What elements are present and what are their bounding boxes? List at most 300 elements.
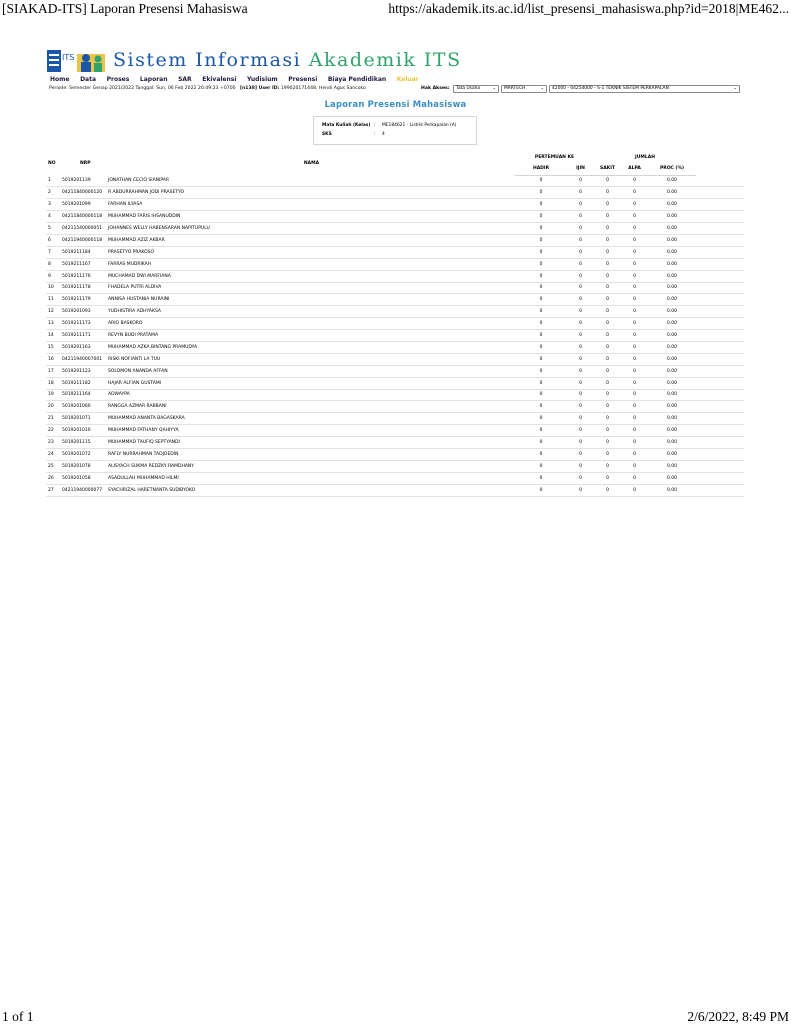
cell-hadir: 0: [539, 321, 543, 327]
table-row: [46, 425, 744, 437]
nav-data[interactable]: Data: [80, 76, 97, 83]
cell-no: 7: [48, 249, 51, 255]
table-row: [46, 199, 744, 211]
table-row: [46, 484, 744, 496]
table-row: [46, 211, 744, 223]
cell-nrp: 5019201078: [62, 463, 91, 469]
cell-proc: 0.00: [666, 440, 678, 446]
cell-hadir: 0: [539, 249, 543, 255]
cell-ijin: 0: [579, 202, 582, 208]
cell-nama: FARRAS MUDRIKAH: [108, 261, 152, 267]
cell-ijin: 0: [579, 475, 582, 481]
cell-no: 10: [48, 285, 54, 291]
cell-sakit: 0: [606, 475, 609, 481]
table-row: [46, 437, 744, 449]
nav-proses[interactable]: Proses: [106, 76, 130, 83]
cell-nama: SOLOMON ANANDA AFFAN: [108, 368, 168, 374]
cell-sakit: 0: [606, 261, 609, 267]
cell-alpa: 0: [633, 321, 636, 327]
cell-alpa: 0: [633, 344, 636, 350]
cell-no: 25: [48, 463, 54, 469]
cell-alpa: 0: [633, 202, 636, 208]
cell-proc: 0.00: [666, 463, 678, 469]
cell-no: 8: [48, 261, 51, 267]
table-row: [46, 318, 744, 330]
cell-hadir: 0: [539, 451, 543, 457]
table-row: [46, 341, 744, 353]
attendance-table: [46, 151, 744, 497]
cell-nrp: 5019201010: [62, 428, 91, 434]
cell-sakit: 0: [606, 333, 609, 339]
cell-hadir: 0: [539, 487, 543, 493]
col-hadir: HADIR: [515, 163, 567, 175]
cell-alpa: 0: [633, 416, 636, 422]
cell-alpa: 0: [633, 392, 636, 398]
site-title-part1: Sistem Informasi: [113, 49, 302, 71]
cell-no: 3: [48, 202, 51, 208]
course-row: [322, 123, 457, 128]
its-logo-icon: [47, 46, 109, 74]
tanggal-value: Sun, 06 Feb 2022 20:49:23 +0700: [156, 86, 236, 91]
cell-ijin: 0: [579, 344, 582, 350]
cell-nrp: 5019201163: [62, 344, 91, 350]
session-status: [49, 86, 366, 91]
table-row: [46, 460, 744, 472]
cell-nama: MUHAMMAD AZKA BINTANG PRAMUDYA: [108, 344, 198, 350]
cell-proc: 0.00: [666, 261, 678, 267]
cell-nrp: 5019201093: [62, 309, 91, 315]
cell-hadir: 0: [539, 202, 543, 208]
table-body: [46, 175, 744, 496]
cell-alpa: 0: [633, 440, 636, 446]
cell-sakit: 0: [606, 356, 609, 362]
cell-hadir: 0: [539, 344, 543, 350]
cell-proc: 0.00: [666, 416, 678, 422]
cell-nrp: 5019211182: [62, 380, 91, 386]
cell-nrp: 5019211178: [62, 285, 91, 291]
cell-nrp: 04211540000051: [62, 226, 103, 231]
cell-sakit: 0: [606, 285, 609, 291]
cell-no: 11: [48, 297, 54, 303]
cell-alpa: 0: [633, 190, 636, 196]
cell-nama: FARHAN ILYASA: [108, 202, 143, 208]
cell-nrp: 5019211164: [62, 392, 91, 398]
cell-hadir: 0: [539, 237, 543, 243]
print-page-count: 1 of 1: [2, 1009, 34, 1024]
cell-proc: 0.00: [666, 190, 678, 196]
table-row: [46, 294, 744, 306]
site-title-part2: Akademik ITS: [308, 49, 462, 71]
cell-nrp: 04211940000118: [62, 237, 103, 243]
cell-nama: MUHAMMAD FATHANY QAHIYYA: [108, 428, 179, 434]
periode-value: Semester Genap 2021/2022: [69, 86, 135, 91]
cell-proc: 0.00: [666, 333, 678, 339]
cell-nama: HAJAR ALFIAN GUSTAMI: [108, 380, 162, 386]
nav-yudisium[interactable]: Yudisium: [247, 76, 278, 83]
cell-proc: 0.00: [666, 451, 678, 457]
cell-no: 19: [48, 392, 54, 398]
cell-sakit: 0: [606, 487, 609, 493]
cell-proc: 0.00: [666, 297, 678, 303]
cell-no: 9: [48, 273, 51, 279]
cell-no: 6: [48, 237, 51, 243]
col-no: NO: [48, 160, 56, 166]
cell-alpa: 0: [633, 404, 636, 410]
cell-no: 26: [48, 475, 54, 481]
cell-alpa: 0: [633, 273, 636, 279]
cell-alpa: 0: [633, 487, 636, 493]
cell-alpa: 0: [633, 226, 636, 231]
cell-sakit: 0: [606, 226, 609, 231]
cell-ijin: 0: [579, 368, 582, 374]
nav-presensi[interactable]: Presensi: [288, 76, 318, 83]
cell-alpa: 0: [633, 463, 636, 469]
cell-proc: 0.00: [666, 475, 678, 481]
prodi-select[interactable]: [549, 85, 740, 93]
cell-no: 16: [48, 356, 54, 362]
cell-hadir: 0: [539, 297, 543, 303]
col-proc: PROC (%): [648, 163, 696, 175]
cell-hadir: 0: [539, 404, 543, 410]
cell-hadir: 0: [539, 392, 543, 398]
mk-value: ME184621 - Listrik Perkapalan (A): [382, 123, 457, 128]
cell-alpa: 0: [633, 178, 636, 184]
cell-hadir: 0: [539, 273, 543, 279]
cell-hadir: 0: [539, 285, 543, 291]
cell-sakit: 0: [606, 237, 609, 243]
cell-ijin: 0: [579, 463, 582, 469]
cell-nama: FHADELA PUTRI ALDIVA: [108, 285, 162, 291]
cell-ijin: 0: [579, 226, 582, 231]
cell-nrp: 04211940007001: [62, 356, 103, 362]
cell-nrp: 5019211167: [62, 261, 91, 267]
cell-proc: 0.00: [666, 214, 678, 220]
cell-proc: 0.00: [666, 392, 678, 398]
prodi-value: 42000 - 04254000 - S-1 TEKNIK SISTEM PERKAPALAN: [552, 86, 669, 91]
cell-nrp: 5019201072: [62, 451, 91, 457]
col-pertemuan-ke: PERTEMUAN KE: [534, 154, 575, 160]
cell-ijin: 0: [579, 321, 582, 327]
cell-sakit: 0: [606, 404, 609, 410]
cell-no: 5: [48, 226, 51, 231]
cell-no: 23: [48, 440, 54, 446]
cell-proc: 0.00: [666, 309, 678, 315]
cell-hadir: 0: [539, 368, 543, 374]
print-page-url: https://akademik.its.ac.id/list_presensi_mahasiswa.php?id=2018|ME462...: [388, 1, 789, 16]
cell-ijin: 0: [579, 297, 582, 303]
cell-hadir: 0: [539, 356, 543, 362]
nav-biaya-pendidikan[interactable]: Biaya Pendidikan: [327, 76, 387, 83]
course-info-box: [313, 116, 477, 145]
cell-proc: 0.00: [666, 487, 678, 493]
cell-no: 4: [48, 214, 51, 220]
cell-hadir: 0: [539, 463, 543, 469]
cell-nama: JONATHAN CECIO SIANIPAR: [108, 178, 169, 184]
cell-alpa: 0: [633, 237, 636, 243]
cell-no: 24: [48, 451, 54, 457]
cell-hadir: 0: [539, 309, 543, 315]
col-nama: NAMA: [303, 160, 320, 166]
chevron-down-icon: ⌄: [540, 86, 544, 91]
table-row: [46, 246, 744, 258]
cell-proc: 0.00: [666, 178, 678, 184]
cell-nama: RISKI NOFIANTI LA TUU: [108, 356, 161, 362]
cell-alpa: 0: [633, 380, 636, 386]
cell-ijin: 0: [579, 178, 582, 184]
cell-alpa: 0: [633, 297, 636, 303]
table-row: [46, 401, 744, 413]
cell-nrp: 5019201058: [62, 475, 91, 481]
cell-proc: 0.00: [666, 428, 678, 434]
cell-no: 13: [48, 321, 54, 327]
user-value: 199020171448, Hendi Agus Sancoko: [280, 86, 366, 91]
hak-akses-select[interactable]: [453, 85, 499, 93]
cell-nrp: 04211940000077: [62, 487, 103, 493]
cell-nama: MUHAMMAD FARIS IHSANUDDIN: [108, 214, 181, 220]
col-ijin: IJIN: [567, 163, 594, 175]
cell-alpa: 0: [633, 285, 636, 291]
cell-nrp: 5019201139: [62, 178, 91, 184]
cell-proc: 0.00: [666, 249, 678, 255]
col-alpa: ALPA: [621, 163, 648, 175]
table-row: [46, 377, 744, 389]
nav-laporan[interactable]: Laporan: [139, 76, 168, 83]
cell-ijin: 0: [579, 273, 582, 279]
cell-sakit: 0: [606, 178, 609, 184]
cell-ijin: 0: [579, 249, 582, 255]
cell-nrp: 5019211179: [62, 297, 91, 303]
cell-nama: SYACHRIZAL HARETNANTA SUDIBYOKO: [108, 487, 196, 493]
cell-proc: 0.00: [666, 404, 678, 410]
cell-proc: 0.00: [666, 285, 678, 291]
cell-ijin: 0: [579, 416, 582, 422]
cell-ijin: 0: [579, 190, 582, 196]
cell-ijin: 0: [579, 237, 582, 243]
cell-nama: ADWAYPA: [108, 392, 130, 398]
cell-nrp: 5019201123: [62, 368, 91, 374]
cell-nrp: 5019201099: [62, 202, 91, 208]
cell-nama: MUHAMMAD AZIZ AKBAR: [108, 237, 165, 243]
cell-nama: PRASETYO PRAKOSO: [108, 249, 155, 255]
cell-nrp: 5019211176: [62, 273, 91, 279]
cell-nama: R ABDURRAHMAN JODI PRASETYO: [108, 190, 185, 196]
cell-ijin: 0: [579, 356, 582, 362]
cell-sakit: 0: [606, 428, 609, 434]
table-row: [46, 389, 744, 401]
cell-proc: 0.00: [666, 380, 678, 386]
nav-sar[interactable]: SAR: [178, 76, 192, 83]
cell-no: 21: [48, 416, 54, 422]
cell-nrp: 5019201060: [62, 404, 91, 410]
cell-nrp: 5019201115: [62, 440, 91, 446]
cell-sakit: 0: [606, 451, 609, 457]
cell-proc: 0.00: [666, 356, 678, 362]
col-sakit: SAKIT: [594, 163, 621, 175]
cell-nama: ARIO BASKORO: [108, 321, 143, 327]
cell-no: 2: [48, 190, 51, 196]
cell-nrp: 04211840000118: [62, 214, 103, 220]
table-row: [46, 413, 744, 425]
cell-hadir: 0: [539, 333, 543, 339]
tanggal-label: Tanggal:: [135, 86, 155, 91]
cell-nama: YUDHISTIRA ADHYAKSA: [108, 309, 161, 315]
cell-hadir: 0: [539, 190, 543, 196]
periode-label: Periode:: [49, 86, 68, 91]
mk-label: Mata Kuliah (Kelas): [322, 123, 371, 128]
cell-nama: MUCHAMAD DWI MARFIANA: [108, 273, 171, 279]
col-nrp: NRP: [80, 160, 91, 166]
unit-select[interactable]: [501, 85, 547, 93]
cell-alpa: 0: [633, 475, 636, 481]
cell-nama: MUHAMMAD TAUFIQ SEPTYANDI: [108, 440, 180, 446]
cell-nama: ANNISA HUSTANIA NURAINI: [108, 297, 170, 303]
sks-label: SKS: [322, 132, 332, 137]
user-prefix: [n138] User ID:: [239, 86, 280, 91]
hak-akses-label: Hak Akses:: [421, 86, 450, 91]
cell-alpa: 0: [633, 309, 636, 315]
cell-ijin: 0: [579, 309, 582, 315]
nav-home[interactable]: Home: [50, 76, 70, 83]
table-row: [46, 234, 744, 246]
cell-ijin: 0: [579, 404, 582, 410]
table-row: [46, 472, 744, 484]
cell-nama: RANGGA AZMAR RABBANI: [108, 404, 167, 410]
cell-hadir: 0: [539, 380, 543, 386]
cell-sakit: 0: [606, 380, 609, 386]
table-header-row: [46, 151, 744, 163]
cell-nama: ALISYACH SUKMA REDZKY RAMDHANY: [108, 463, 195, 469]
cell-alpa: 0: [633, 356, 636, 362]
cell-no: 18: [48, 380, 54, 386]
cell-ijin: 0: [579, 285, 582, 291]
cell-alpa: 0: [633, 261, 636, 267]
cell-hadir: 0: [539, 261, 543, 267]
cell-sakit: 0: [606, 249, 609, 255]
cell-no: 14: [48, 333, 54, 339]
cell-nrp: 5019211171: [62, 333, 91, 339]
cell-ijin: 0: [579, 214, 582, 220]
cell-no: 20: [48, 404, 54, 410]
cell-sakit: 0: [606, 214, 609, 220]
cell-proc: 0.00: [666, 368, 678, 374]
cell-sakit: 0: [606, 368, 609, 374]
sks-row: [322, 132, 385, 137]
chevron-down-icon: ⌄: [492, 86, 496, 91]
nav-ekivalensi[interactable]: Ekivalensi: [202, 76, 237, 83]
page-title: Laporan Presensi Mahasiswa: [324, 99, 467, 109]
colon: :: [374, 123, 376, 128]
cell-nama: ASADULLAH MUHAMMAD HILMI: [108, 475, 179, 481]
cell-hadir: 0: [539, 428, 543, 434]
cell-sakit: 0: [606, 309, 609, 315]
colon: :: [374, 132, 376, 137]
cell-no: 22: [48, 428, 54, 434]
cell-sakit: 0: [606, 190, 609, 196]
cell-no: 1: [48, 178, 51, 184]
print-datetime: 2/6/2022, 8:49 PM: [687, 1009, 789, 1024]
cell-sakit: 0: [606, 297, 609, 303]
table-row: [46, 258, 744, 270]
cell-alpa: 0: [633, 214, 636, 220]
cell-sakit: 0: [606, 440, 609, 446]
site-title: [113, 47, 462, 73]
cell-no: 15: [48, 344, 54, 350]
cell-ijin: 0: [579, 440, 582, 446]
cell-nrp: 5019211173: [62, 321, 91, 327]
cell-proc: 0.00: [666, 226, 678, 231]
cell-sakit: 0: [606, 344, 609, 350]
cell-hadir: 0: [539, 226, 543, 231]
cell-sakit: 0: [606, 392, 609, 398]
sks-value: 4: [382, 132, 385, 137]
site-banner: [47, 46, 462, 74]
cell-no: 17: [48, 368, 54, 374]
cell-ijin: 0: [579, 333, 582, 339]
cell-hadir: 0: [539, 214, 543, 220]
cell-nama: REVYN BUDI PRATAMA: [108, 333, 159, 339]
cell-nama: RAFLY NURRAHMAN TADJOEDIN: [108, 451, 179, 457]
col-jumlah: JUMLAH: [635, 154, 655, 160]
cell-sakit: 0: [606, 463, 609, 469]
cell-nrp: 04211840000120: [62, 190, 103, 196]
cell-ijin: 0: [579, 428, 582, 434]
cell-alpa: 0: [633, 368, 636, 374]
table-row: [46, 223, 744, 235]
table-row: [46, 187, 744, 199]
cell-ijin: 0: [579, 487, 582, 493]
cell-ijin: 0: [579, 380, 582, 386]
cell-no: 12: [48, 309, 54, 315]
cell-no: 27: [48, 487, 54, 493]
cell-nama: MUHAMMAD ANANTA BAGASKARA: [108, 416, 185, 422]
table-row: [46, 330, 744, 342]
cell-alpa: 0: [633, 333, 636, 339]
cell-sakit: 0: [606, 273, 609, 279]
cell-nrp: 5019211184: [62, 249, 91, 255]
cell-alpa: 0: [633, 428, 636, 434]
table-row: [46, 353, 744, 365]
cell-proc: 0.00: [666, 237, 678, 243]
cell-sakit: 0: [606, 321, 609, 327]
cell-nama: JOHANNES WELLY HABENSARAN NAPITUPULU: [108, 226, 210, 231]
cell-sakit: 0: [606, 202, 609, 208]
cell-proc: 0.00: [666, 344, 678, 350]
cell-alpa: 0: [633, 249, 636, 255]
table-row: [46, 282, 744, 294]
cell-ijin: 0: [579, 261, 582, 267]
cell-hadir: 0: [539, 416, 543, 422]
cell-proc: 0.00: [666, 202, 678, 208]
cell-proc: 0.00: [666, 273, 678, 279]
table-row: [46, 365, 744, 377]
hak-akses-value: Tata Usaha: [456, 86, 481, 91]
cell-hadir: 0: [539, 440, 543, 446]
logo-text: ITS: [62, 53, 75, 62]
cell-ijin: 0: [579, 392, 582, 398]
chevron-down-icon: ⌄: [733, 86, 737, 91]
cell-sakit: 0: [606, 416, 609, 422]
table-row: [46, 175, 744, 187]
cell-proc: 0.00: [666, 321, 678, 327]
table-row: [46, 270, 744, 282]
cell-nrp: 5019201071: [62, 416, 91, 422]
print-page-title: [SIAKAD-ITS] Laporan Presensi Mahasiswa: [2, 1, 248, 16]
cell-alpa: 0: [633, 451, 636, 457]
nav-keluar[interactable]: Keluar: [396, 76, 419, 83]
cell-hadir: 0: [539, 475, 543, 481]
cell-ijin: 0: [579, 451, 582, 457]
cell-hadir: 0: [539, 178, 543, 184]
